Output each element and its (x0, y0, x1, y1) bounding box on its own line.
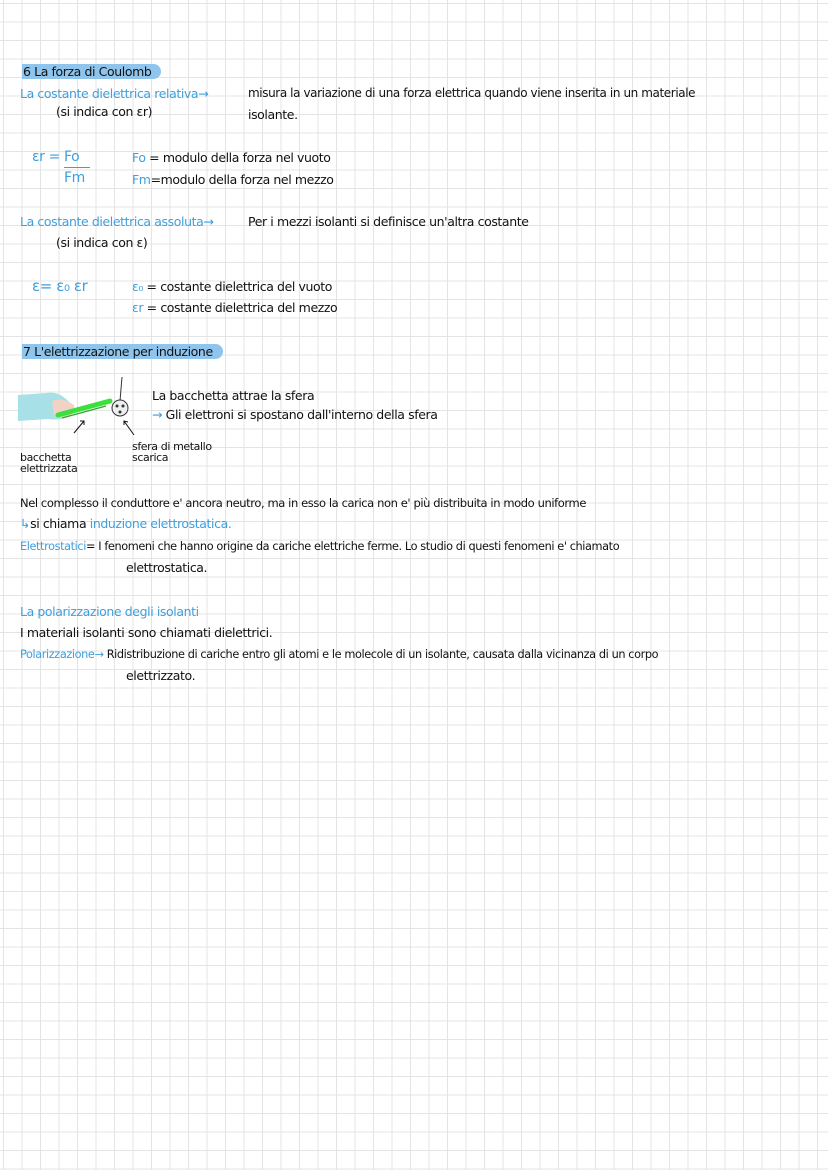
induction-line-1: La bacchetta attrae la sfera (152, 388, 315, 403)
relative-dielectric-definition-cont: isolante. (248, 107, 298, 122)
induction-illustration (18, 375, 138, 435)
er-definition: εr = costante dielettrica del mezzo (132, 300, 338, 315)
polarization-title: La polarizzazione degli isolanti (20, 604, 199, 619)
e0-definition: ε₀ = costante dielettrica del vuoto (132, 279, 333, 294)
absolute-dielectric-definition: Per i mezzi isolanti si definisce un'altra costante (248, 214, 529, 229)
sphere-icon (112, 377, 128, 416)
fm-definition: Fm=modulo della forza nel mezzo (132, 172, 334, 187)
formula-er-numerator: εr = Fo (32, 149, 80, 165)
formula-absolute: ε= ε₀ εr (32, 277, 88, 295)
label-rod: bacchetta elettrizzata (20, 451, 78, 475)
relative-dielectric-note: (si indica con εr) (56, 104, 153, 119)
dielectric-sentence: I materiali isolanti sono chiamati dielettrici. (20, 625, 273, 640)
absolute-dielectric-term: La costante dielettrica assoluta→ (20, 214, 214, 229)
fraction-line (64, 167, 90, 168)
fo-definition: Fo = modulo della forza nel vuoto (132, 150, 331, 165)
elettrostatica-word: elettrostatica. (126, 560, 208, 575)
section-7-title: 7 L'elettrizzazione per induzione (22, 344, 223, 359)
label-sphere: sfera di metallo scarica (132, 440, 212, 464)
relative-dielectric-definition: misura la variazione di una forza elettrica quando viene inserita in un materiale (248, 86, 696, 100)
induction-line-2: → Gli elettroni si spostano dall'interno della sfera (152, 407, 438, 422)
polarization-definition: Polarizzazione→ Ridistribuzione di cariche entro gli atomi e le molecole di un isolante, causata dalla vicinanza di un corpo (20, 648, 659, 661)
induction-definition: ↳si chiama induzione elettrostatica. (20, 516, 232, 531)
paragraph-neutral: Nel complesso il conduttore e' ancora neutro, ma in esso la carica non e' più distribuita in modo uniforme (20, 496, 587, 510)
absolute-dielectric-note: (si indica con ε) (56, 235, 148, 250)
elettrostatici-definition: Elettrostatici= I fenomeni che hanno origine da cariche elettriche ferme. Lo studio di questi fenomeni e' chiamato (20, 540, 620, 553)
formula-er-denominator: Fm (64, 170, 85, 186)
relative-dielectric-term: La costante dielettrica relativa→ (20, 86, 209, 101)
polarization-definition-cont: elettrizzato. (126, 668, 196, 683)
section-6-title: 6 La forza di Coulomb (22, 64, 161, 79)
